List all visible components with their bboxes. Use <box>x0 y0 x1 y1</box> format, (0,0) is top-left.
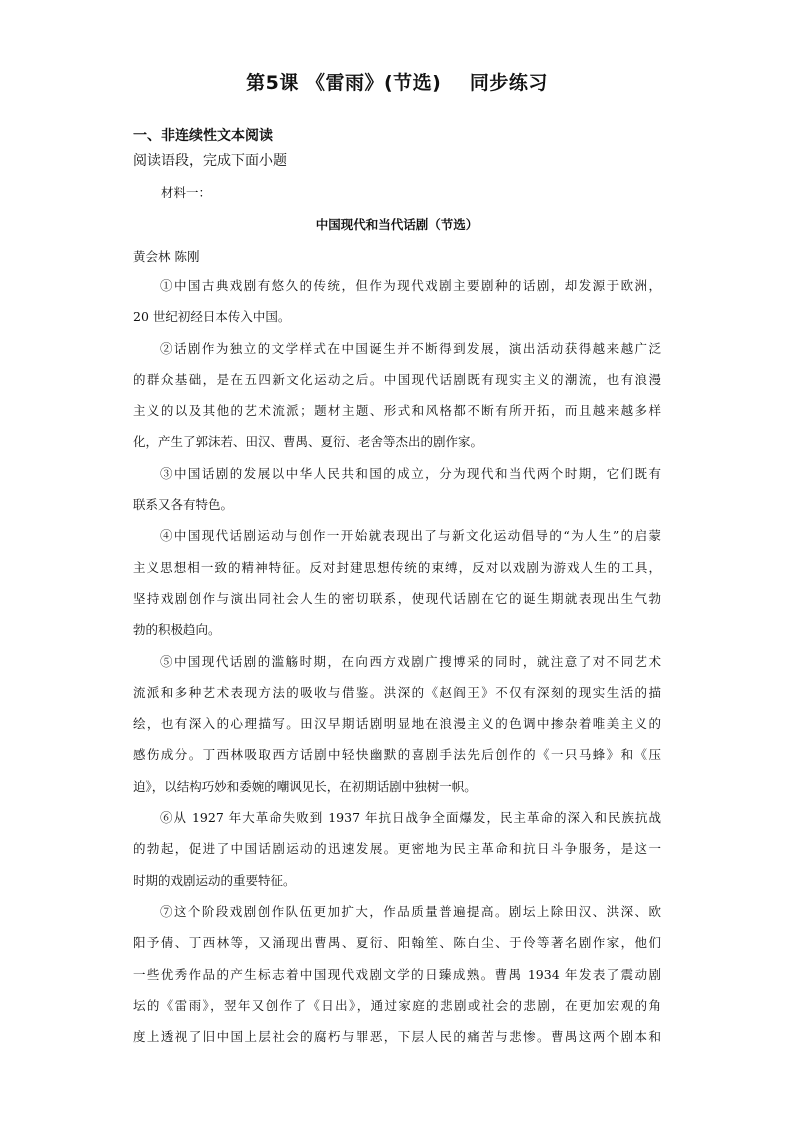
paragraph-line: ②话剧作为独立的文学样式在中国诞生并不断得到发展，演出活动获得越来越广泛 <box>160 340 661 356</box>
paragraph-line: ⑤中国现代话剧的滥觞时期，在向西方戏剧广搜博采的同时，就注意了对不同艺术 <box>160 653 661 669</box>
article-paragraph <box>133 646 661 802</box>
page-title: 第5课 《雷雨》(节选) 同步练习 <box>246 72 548 94</box>
paragraph-line: ③中国话剧的发展以中华人民共和国的成立，分为现代和当代两个时期，它们既有 <box>160 465 661 481</box>
section-heading: 一、非连续性文本阅读 <box>133 128 273 144</box>
paragraph-line: 迫》，以结构巧妙和委婉的嘲讽见长，在初期话剧中独树一帜。 <box>133 778 477 794</box>
article-paragraph <box>133 520 661 645</box>
reading-instruction: 阅读语段，完成下面小题 <box>133 153 287 169</box>
paragraph-line: 绘，也有深入的心理描写。田汉早期话剧明显地在浪漫主义的色调中掺杂着唯美主义的 <box>133 716 661 732</box>
article-title: 中国现代和当代话剧（节选） <box>315 217 479 232</box>
article-paragraph <box>133 333 661 458</box>
paragraph-line: 主义思想相一致的精神特征。反对封建思想传统的束缚，反对以戏剧为游戏人生的工具， <box>133 559 661 575</box>
article-paragraph <box>133 458 661 521</box>
paragraph-line: ⑥从 1927 年大革命失败到 1937 年抗日战争全面爆发，民主革命的深入和民族抗战 <box>160 810 661 826</box>
article-paragraph <box>133 896 661 1052</box>
material-label: 材料一： <box>161 185 212 200</box>
paragraph-line: 阳予倩、丁西林等，又涌现出曹禺、夏衍、阳翰笙、陈白尘、于伶等著名剧作家，他们 <box>133 935 661 951</box>
paragraph-line: 化，产生了郭沫若、田汉、曹禺、夏衍、老舍等杰出的剧作家。 <box>133 434 484 450</box>
paragraph-line: 联系又各有特色。 <box>133 497 234 513</box>
paragraph-line: 的群众基础，是在五四新文化运动之后。中国现代话剧既有现实主义的潮流，也有浪漫 <box>133 371 661 387</box>
paragraph-line: ⑦这个阶段戏剧创作队伍更加扩大，作品质量普遍提高。剧坛上除田汉、洪深、欧 <box>160 903 661 919</box>
paragraph-line: 20 世纪初经日本传入中国。 <box>133 309 291 325</box>
paragraph-line: 度上透视了旧中国上层社会的腐朽与罪恶，下层人民的痛苦与悲惨。曹禺这两个剧本和 <box>133 1029 661 1045</box>
article-paragraph <box>133 802 661 896</box>
paragraph-line: 主义的以及其他的艺术流派；题材主题、形式和风格都不断有所开拓，而且越来越多样 <box>133 403 661 419</box>
paragraph-line: 一些优秀作品的产生标志着中国现代戏剧文学的日臻成熟。曹禺 1934 年发表了震动剧 <box>133 966 661 982</box>
paragraph-line: ①中国古典戏剧有悠久的传统，但作为现代戏剧主要剧种的话剧，却发源于欧洲， <box>160 278 661 293</box>
paragraph-line: 坛的《雷雨》，翌年又创作了《日出》，通过家庭的悲剧或社会的悲剧，在更加宏观的角 <box>133 997 661 1013</box>
paragraph-line: 坚持戏剧创作与演出同社会人生的密切联系，使现代话剧在它的诞生期就表现出生气勃 <box>133 590 661 606</box>
article-paragraph <box>133 270 661 333</box>
paragraph-line: 流派和多种艺术表现方法的吸收与借鉴。洪深的《赵阎王》不仅有深刻的现实生活的描 <box>133 684 661 700</box>
paragraph-line: 感伤成分。丁西林吸取西方话剧中轻快幽默的喜剧手法先后创作的《一只马蜂》和《压 <box>133 747 661 763</box>
paragraph-line: ④中国现代话剧运动与创作一开始就表现出了与新文化运动倡导的“为人生”的启蒙 <box>160 528 661 544</box>
article-authors: 黄会林 陈刚 <box>133 249 200 264</box>
paragraph-line: 时期的戏剧运动的重要特征。 <box>133 872 296 888</box>
article-body <box>133 270 661 1052</box>
paragraph-line: 勃的积极趋向。 <box>133 622 221 638</box>
paragraph-line: 的勃起，促进了中国话剧运动的迅速发展。更密地为民主革命和抗日斗争服务，是这一 <box>133 841 661 857</box>
